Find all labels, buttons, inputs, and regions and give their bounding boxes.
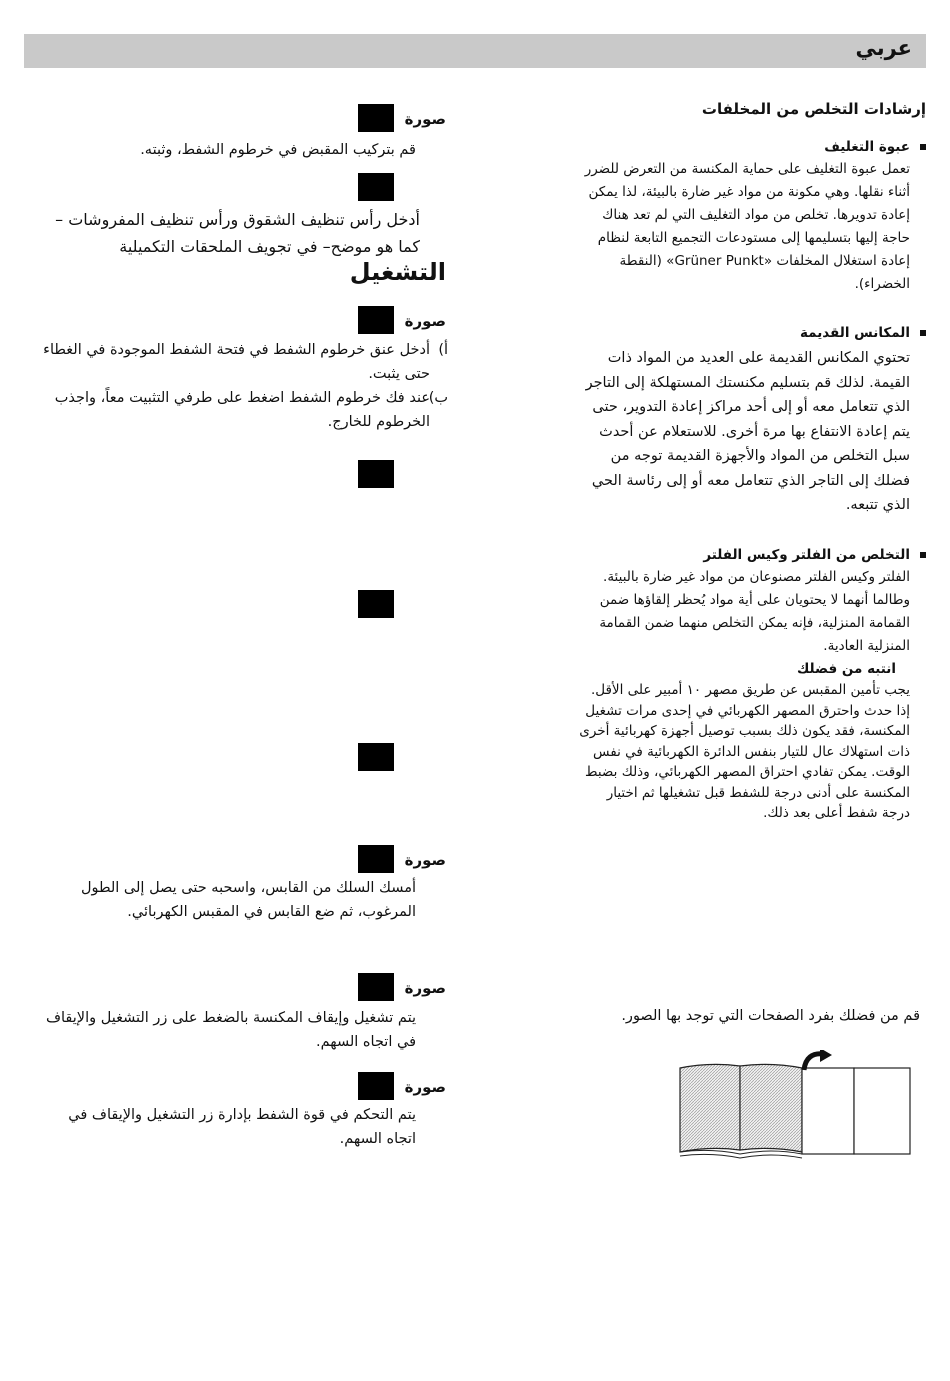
figure-number-box: [358, 460, 394, 488]
bullet-icon: [920, 144, 926, 150]
filter-text: الفلتر وكيس الفلتر مصنوعان من مواد غير ضارة بالبيئة. وطالما أنهما لا يحتويان على أية مواد يُحظر إلقاؤها ضمن القمامة المنزلية، فإنه يمكن التخلص منهما ضمن القمامة المنزلية العادية.: [599, 569, 910, 654]
filter-title: التخلص من الفلتر وكيس الفلتر: [703, 547, 910, 563]
fig3-list: [36, 338, 448, 434]
figure-number-box: [358, 306, 394, 334]
figure-number-box: [358, 973, 394, 1001]
figure-number-box: [358, 1072, 394, 1100]
old-vacuums-title: المكانس القديمة: [799, 325, 910, 341]
old-vacuums-text: تحتوي المكانس القديمة على العديد من المواد ذات القيمة. لذلك قم بتسليم مكنستك المستهلكة إلى التاجر الذي تتعامل معه أو إلى أحد مراكز إعادة التدوير، حتى يتم إعادة الانتفاع بها مرة أخرى. للاستعلام عن أحدث سبل التخلص من المواد والأجهزة القديمة توجه من فضلك إلى التاجر الذي تتعامل معه أو إلى رئاسة الحي الذي تتبعه.: [585, 350, 910, 513]
old-vacuums-heading: [600, 322, 926, 345]
list-item: [36, 338, 448, 386]
figure-number-box: [358, 743, 394, 771]
figure-label: صورة: [404, 851, 446, 869]
figure-number-box: [358, 173, 394, 201]
fig8-text: يتم تشغيل وإيقاف المكنسة بالضغط على زر التشغيل والإيقاف في اتجاه السهم.: [45, 1010, 416, 1050]
figure-label: صورة: [404, 1078, 446, 1096]
filter-heading: [600, 544, 926, 567]
warning-text: يجب تأمين المقبس عن طريق مصهر ١٠ أمبير على الأقل. إذا حدث واحترق المصهر الكهربائي في إحدى مرات تشغيل المكنسة، فقد يكون ذلك بسبب توصيل أجهزة كهربائية أخرى ذات استهلاك عال للتيار بنفس الدائرة الكهربائية في نفس الوقت. يمكن تفادي احتراق المصهر الكهربائي، وذلك بضبط المكنسة على أدنى درجة للشفط قبل تشغيلها ثم اختيار درجة شفط أعلى بعد ذلك.: [579, 682, 910, 821]
bullet-icon: [920, 330, 926, 336]
fig1-text: قم بتركيب المقبض في خرطوم الشفط، وثبته.: [140, 142, 416, 158]
list-marker: أ): [438, 342, 448, 358]
warning-title: انتبه من فضلك: [796, 661, 896, 677]
disposal-title: إرشادات التخلص من المخلفات: [701, 100, 926, 118]
fig9-text: يتم التحكم في قوة الشفط بإدارة زر التشغيل والإيقاف في اتجاه السهم.: [68, 1107, 416, 1147]
language-title: عربي: [855, 36, 912, 60]
header-bar: [24, 34, 926, 68]
figure-number-box: [358, 845, 394, 873]
figure-label: صورة: [404, 110, 446, 128]
packaging-heading: [600, 136, 926, 159]
list-marker: ب): [428, 390, 448, 406]
list-item: [36, 386, 448, 434]
packaging-text: تعمل عبوة التغليف على حماية المكنسة من التعرض للضرر أثناء نقلها. وهي مكونة من مواد غير ضارة بالبيئة، لذا يمكن إعادة تدويرها. تخلص من مواد التغليف التي لم تعد هناك حاجة إليها بتسليمها إلى مستودعات التجميع التابعة لنظام إعادة استغلال المخلفات «Grüner Punkt» (النقطة الخضراء).: [584, 161, 910, 292]
figure-number-box: [358, 590, 394, 618]
foldout-pages-icon: [676, 1050, 926, 1162]
figure-label: صورة: [404, 979, 446, 997]
list-item-text: عند فك خرطوم الشفط اضغط على طرفي التثبيت معاً، واجذب الخرطوم للخارج.: [54, 390, 430, 430]
figure-number-box: [358, 104, 394, 132]
section-heading-operation: التشغيل: [349, 258, 446, 286]
packaging-title: عبوة التغليف: [824, 139, 910, 155]
unfold-note: قم من فضلك بفرد الصفحات التي توجد بها الصور.: [621, 1008, 920, 1024]
fig2-text: أدخل رأس تنظيف الشقوق ورأس تنظيف المفروشات –كما هو موضح– في تجويف الملحقات التكميلية: [55, 210, 420, 256]
fig7-text: أمسك السلك من القابس، واسحبه حتى يصل إلى الطول المرغوب، ثم ضع القابس في المقبس الكهربائي.: [80, 880, 416, 920]
list-item-text: أدخل عنق خرطوم الشفط في فتحة الشفط الموجودة في الغطاء حتى يثبت.: [43, 342, 430, 382]
bullet-icon: [920, 552, 926, 558]
figure-label: صورة: [404, 312, 446, 330]
